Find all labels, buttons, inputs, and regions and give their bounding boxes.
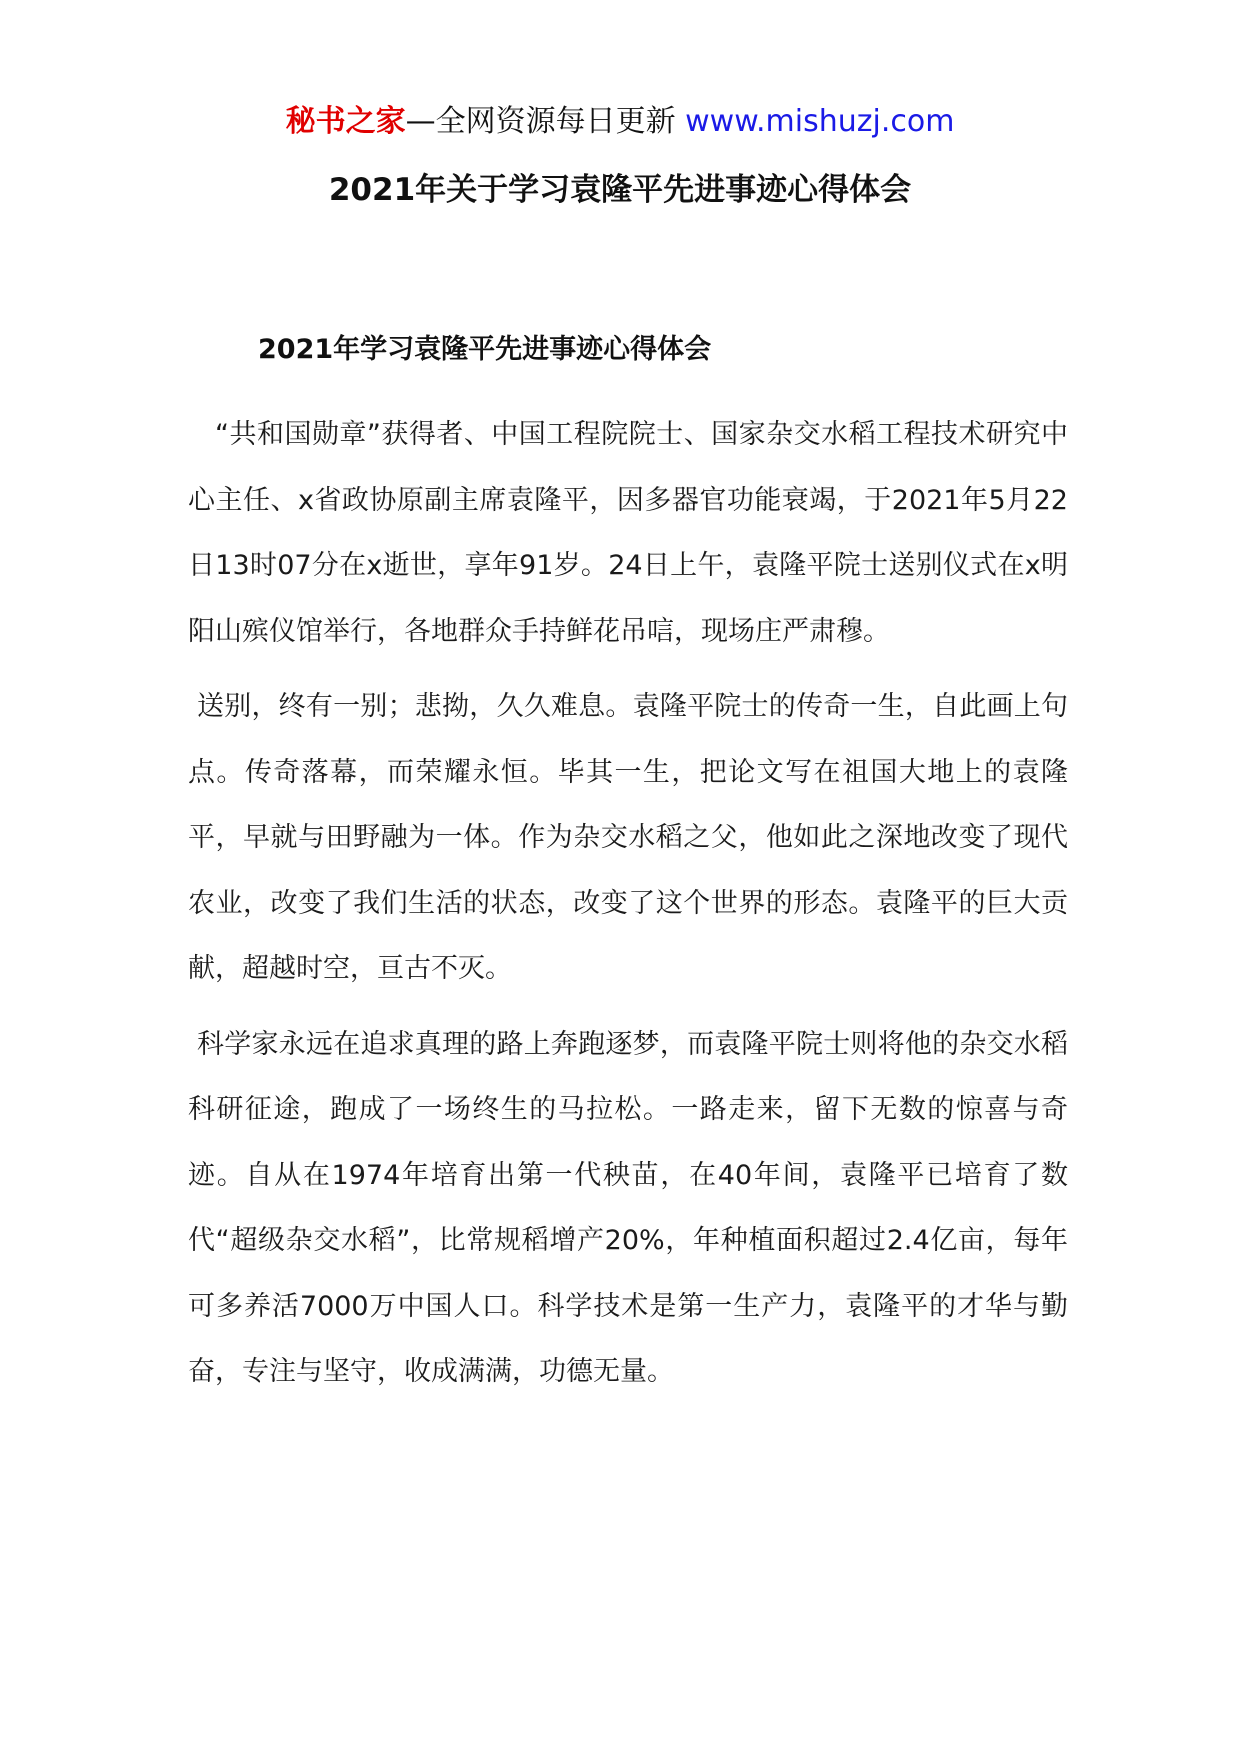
body-paragraph: 科学家永远在追求真理的路上奔跑逐梦，而袁隆平院士则将他的杂交水稻科研征途，跑成了一场终生的马拉松。一路走来，留下无数的惊喜与奇迹。自从在1974年培育出第一代秧苗，在40年间，袁隆平已培育了数代“超级杂交水稻”，比常规稻增产20%，年种植面积超过2.4亿亩，每年可多养活7000万中国人口。科学技术是第一生产力，袁隆平的才华与勤奋，专注与坚守，收成满满，功德无量。 (188, 1028, 1068, 1387)
section-heading: 2021年学习袁隆平先进事迹心得体会 (258, 334, 712, 365)
brand-name: 秘书之家 (285, 104, 406, 139)
body-paragraph: “共和国勋章”获得者、中国工程院院士、国家杂交水稻工程技术研究中心主任、x省政协原副主席袁隆平，因多器官功能衰竭，于2021年5月22日13时07分在x逝世，享年91岁。24日上午，袁隆平院士送别仪式在x明阳山殡仪馆举行，各地群众手持鲜花吊唁，现场庄严肃穆。 (188, 419, 1068, 647)
banner-slogan: —全网资源每日更新 (405, 104, 676, 139)
body-paragraph: 送别，终有一别；悲拗，久久难息。袁隆平院士的传奇一生，自此画上句点。传奇落幕，而荣耀永恒。毕其一生，把论文写在祖国大地上的袁隆平，早就与田野融为一体。作为杂交水稻之父，他如此之深地改变了现代农业，改变了我们生活的状态，改变了这个世界的形态。袁隆平的巨大贡献，超越时空，亘古不灭。 (188, 691, 1068, 984)
document-body (188, 402, 1068, 1415)
site-url-link[interactable]: www.mishuzj.com (685, 104, 955, 139)
document-title: 2021年关于学习袁隆平先进事迹心得体会 (328, 172, 912, 208)
site-banner (0, 100, 1240, 144)
